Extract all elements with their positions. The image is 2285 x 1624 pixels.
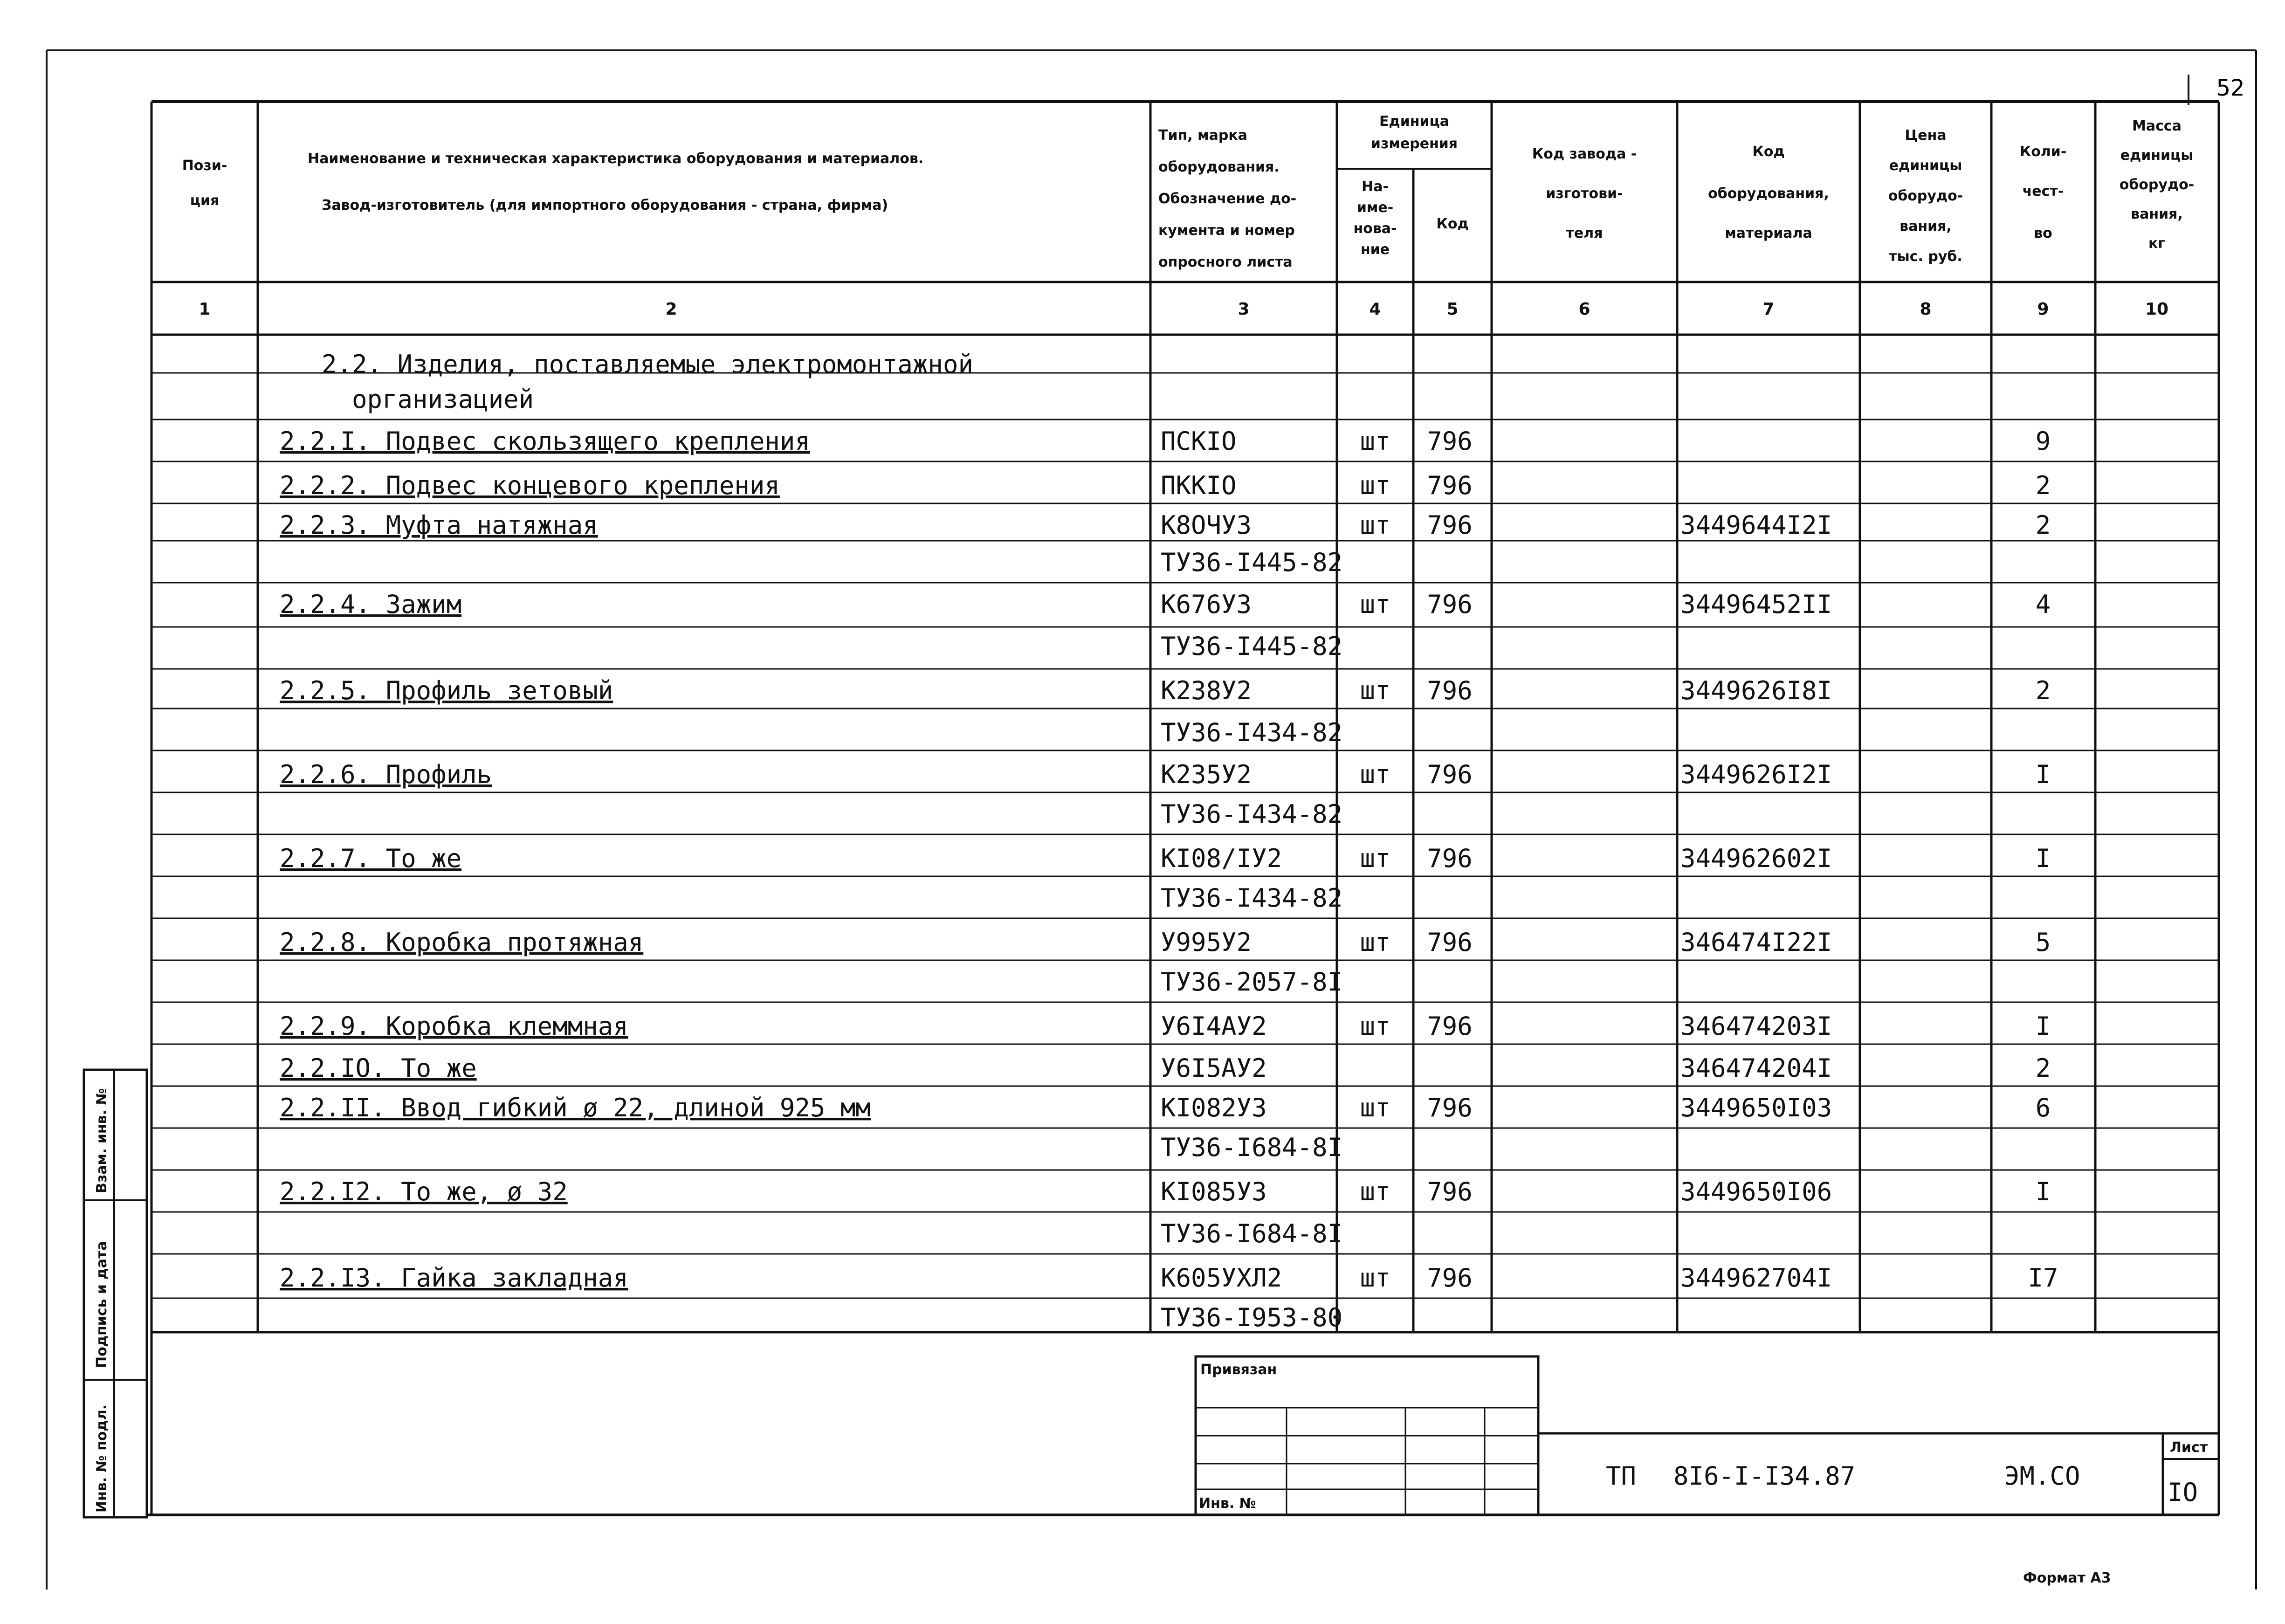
cell-equip-code: 34496452II (1680, 590, 1832, 619)
cell-unit: шт (1360, 928, 1390, 957)
cell-equip-code: 344962704I (1680, 1263, 1832, 1293)
column-number: 10 (2145, 300, 2169, 319)
header-mass-4: вания, (2131, 206, 2183, 222)
cell-qty: 2 (2035, 676, 2051, 705)
header-mass-3: оборудо- (2119, 177, 2195, 193)
cell-qty: 2 (2035, 471, 2051, 500)
table-row (1161, 632, 1342, 661)
cell-qty: 5 (2035, 928, 2051, 957)
header-unit-2: измерения (1370, 136, 1458, 152)
cell-name: 2.2.4. Зажим (280, 590, 462, 619)
header-unit-name-1: На- (1362, 179, 1389, 195)
table-row (1161, 799, 1342, 829)
cell-unit-code: 796 (1427, 1177, 1473, 1206)
stamp-sheet-label: Лист (2170, 1439, 2208, 1456)
cell-equip-code: 346474204I (1680, 1053, 1832, 1083)
column-number: 5 (1446, 300, 1459, 319)
cell-equip-code: 3449644I2I (1680, 510, 1832, 540)
cell-type: ПККIO (1161, 471, 1237, 500)
header-name-1: Наименование и техническая характеристика оборудования и материалов. (308, 151, 924, 167)
cell-unit: шт (1360, 590, 1390, 619)
cell-type: К676У3 (1161, 590, 1252, 619)
column-number: 3 (1238, 300, 1250, 319)
cell-unit-code: 796 (1427, 1012, 1473, 1041)
cell-type: ТУ36-I434-82 (1161, 799, 1343, 829)
table-row (1161, 718, 1342, 747)
cell-equip-code: 346474203I (1680, 1012, 1832, 1041)
side-label-signature: Подпись и дата (94, 1241, 110, 1368)
header-qty-2: чест- (2022, 183, 2064, 200)
cell-qty: 9 (2035, 427, 2051, 456)
cell-type: КI082У3 (1161, 1093, 1267, 1122)
column-numbers (199, 300, 2168, 319)
header-equip-3: материала (1725, 225, 1812, 241)
stamp-mark: ЭМ.СО (2004, 1461, 2080, 1491)
table-row (280, 471, 2051, 500)
header-price-1: Цена (1905, 127, 1947, 144)
cell-unit: шт (1360, 1093, 1390, 1122)
cell-unit: шт (1360, 427, 1390, 456)
header-type-4: кумента и номер (1158, 222, 1295, 239)
cell-qty: 2 (2035, 510, 2051, 540)
cell-name: 2.2.I2. То же, ø 32 (280, 1177, 568, 1206)
cell-name: 2.2.I3. Гайка закладная (280, 1263, 628, 1293)
table-header (182, 113, 2195, 270)
header-equip-2: оборудования, (1708, 186, 1829, 202)
cell-unit-code: 796 (1427, 760, 1473, 789)
header-unit-name-3: нова- (1353, 220, 1397, 237)
sheet-number-top: 52 (2216, 75, 2245, 101)
cell-type: ТУ36-I684-8I (1161, 1219, 1343, 1248)
title-block (147, 1356, 2219, 1515)
cell-unit-code: 796 (1427, 427, 1473, 456)
cell-type: ТУ36-2057-8I (1161, 967, 1343, 997)
header-type-2: оборудования. (1158, 159, 1280, 175)
cell-unit-code: 796 (1427, 471, 1473, 500)
header-name-2: Завод-изготовитель (для импортного оборудования - страна, фирма) (322, 197, 888, 213)
cell-unit-code: 796 (1427, 590, 1473, 619)
table-row (280, 1263, 2058, 1293)
cell-equip-code: 3449626I2I (1680, 760, 1832, 789)
header-pos-2: ция (190, 193, 220, 209)
cell-unit: шт (1360, 1177, 1390, 1206)
column-number: 8 (1920, 300, 1932, 319)
header-qty-1: Коли- (2019, 144, 2067, 160)
table-row (280, 1053, 2051, 1083)
column-number: 2 (665, 300, 677, 319)
table-row (280, 1012, 2051, 1041)
header-pos-1: Пози- (182, 158, 227, 174)
cell-type: ТУ36-I445-82 (1161, 632, 1343, 661)
header-unit-code: Код (1436, 216, 1469, 232)
cell-unit: шт (1360, 471, 1390, 500)
column-number: 7 (1762, 300, 1775, 319)
cell-name: 2.2.8. Коробка протяжная (280, 928, 644, 957)
cell-qty: I (2035, 1177, 2051, 1206)
table-row (280, 676, 2051, 705)
cell-qty: I (2035, 844, 2051, 873)
header-qty-3: во (2034, 225, 2052, 241)
cell-equip-code: 344962602I (1680, 844, 1832, 873)
cell-name: 2.2.2. Подвес концевого крепления (280, 471, 780, 500)
section-title-line-1: 2.2. Изделия, поставляемые электромонтажной (322, 350, 973, 379)
header-unit-name-4: ние (1360, 241, 1390, 258)
cell-name: 2.2.IO. То же (280, 1053, 477, 1083)
cell-unit-code: 796 (1427, 844, 1473, 873)
cell-unit-code: 796 (1427, 510, 1473, 540)
cell-type: ТУ36-I953-80 (1161, 1303, 1343, 1332)
column-number: 6 (1578, 300, 1590, 319)
cell-type: К605УХЛ2 (1161, 1263, 1282, 1293)
cell-qty: I (2035, 1012, 2051, 1041)
table-row (280, 760, 2051, 789)
header-type-1: Тип, марка (1158, 127, 1247, 144)
cell-unit-code: 796 (1427, 1093, 1473, 1122)
table-row (280, 590, 2051, 619)
header-mass-5: кг (2148, 235, 2166, 252)
cell-name: 2.2.7. То же (280, 844, 462, 873)
stamp-sheet-value: IO (2168, 1478, 2198, 1507)
cell-type: К8ОЧУ3 (1161, 510, 1252, 540)
header-type-3: Обозначение до- (1158, 191, 1297, 207)
header-mass-1: Масса (2132, 118, 2182, 134)
cell-unit: шт (1360, 844, 1390, 873)
cell-qty: 4 (2035, 590, 2051, 619)
cell-qty: 6 (2035, 1093, 2051, 1122)
spec-table-body (280, 427, 2058, 1332)
header-price-2: единицы (1889, 158, 1962, 174)
cell-unit: шт (1360, 510, 1390, 540)
table-row (280, 427, 2051, 456)
cell-type: ТУ36-I434-82 (1161, 883, 1343, 913)
cell-unit: шт (1360, 1012, 1390, 1041)
column-number: 1 (199, 300, 211, 319)
cell-equip-code: 346474I22I (1680, 928, 1832, 957)
cell-equip-code: 3449650I03 (1680, 1093, 1832, 1122)
cell-unit: шт (1360, 760, 1390, 789)
cell-type: У6I5АУ2 (1161, 1053, 1267, 1083)
header-factory-3: теля (1566, 225, 1603, 241)
header-price-3: оборудо- (1888, 188, 1963, 204)
cell-equip-code: 3449626I8I (1680, 676, 1832, 705)
table-row (280, 844, 2051, 873)
cell-name: 2.2.I. Подвес скользящего крепления (280, 427, 810, 456)
table-row (280, 928, 2051, 957)
cell-type: У995У2 (1161, 928, 1252, 957)
cell-qty: 2 (2035, 1053, 2051, 1083)
table-row (280, 510, 2051, 540)
table-row (1161, 1219, 1342, 1248)
cell-type: ТУ36-I434-82 (1161, 718, 1343, 747)
cell-type: У6I4АУ2 (1161, 1012, 1267, 1041)
cell-type: ПСКIO (1161, 427, 1237, 456)
cell-unit-code: 796 (1427, 928, 1473, 957)
header-factory-2: изготови- (1546, 186, 1623, 202)
header-mass-2: единицы (2120, 147, 2194, 164)
cell-type: К235У2 (1161, 760, 1252, 789)
header-factory-1: Код завода - (1532, 146, 1637, 162)
header-price-4: вания, (1900, 218, 1952, 234)
cell-unit: шт (1360, 676, 1390, 705)
table-row (280, 1177, 2051, 1206)
cell-qty: I (2035, 760, 2051, 789)
header-unit-name-2: име- (1356, 200, 1394, 216)
stamp-doc-number: 8I6-I-I34.87 (1673, 1461, 1856, 1491)
side-label-vzam: Взам. инв. № (94, 1088, 110, 1193)
table-row (1161, 1303, 1342, 1332)
table-row (1161, 548, 1342, 577)
stamp-inv-label: Инв. № (1199, 1495, 1256, 1512)
cell-unit: шт (1360, 1263, 1390, 1293)
cell-name: 2.2.5. Профиль зетовый (280, 676, 613, 705)
cell-name: 2.2.II. Ввод гибкий ø 22, длиной 925 мм (280, 1093, 871, 1122)
cell-type: КI085У3 (1161, 1177, 1267, 1206)
side-label-inv: Инв. № подл. (94, 1404, 110, 1513)
header-price-5: тыс. руб. (1889, 248, 1962, 265)
format-label: Формат А3 (2023, 1570, 2111, 1586)
column-number: 4 (1369, 300, 1381, 319)
header-unit-1: Единица (1379, 113, 1449, 130)
cell-name: 2.2.9. Коробка клеммная (280, 1012, 628, 1041)
stamp-privyazan: Привязан (1200, 1362, 1277, 1378)
cell-unit-code: 796 (1427, 1263, 1473, 1293)
cell-unit-code: 796 (1427, 676, 1473, 705)
cell-type: КI08/IУ2 (1161, 844, 1282, 873)
column-number: 9 (2037, 300, 2049, 319)
section-title-line-2: организацией (352, 385, 534, 414)
cell-qty: I7 (2028, 1263, 2058, 1293)
header-type-5: опросного листа (1158, 254, 1293, 270)
table-row (280, 1093, 2051, 1122)
table-row (1161, 883, 1342, 913)
stamp-tp: ТП (1606, 1461, 1637, 1491)
cell-name: 2.2.6. Профиль (280, 760, 492, 789)
cell-name: 2.2.3. Муфта натяжная (280, 510, 598, 540)
table-row (1161, 1133, 1342, 1162)
table-row (1161, 967, 1342, 997)
cell-type: К238У2 (1161, 676, 1252, 705)
cell-type: ТУ36-I684-8I (1161, 1133, 1343, 1162)
cell-equip-code: 3449650I06 (1680, 1177, 1832, 1206)
cell-type: ТУ36-I445-82 (1161, 548, 1343, 577)
header-equip-1: Код (1752, 144, 1785, 160)
